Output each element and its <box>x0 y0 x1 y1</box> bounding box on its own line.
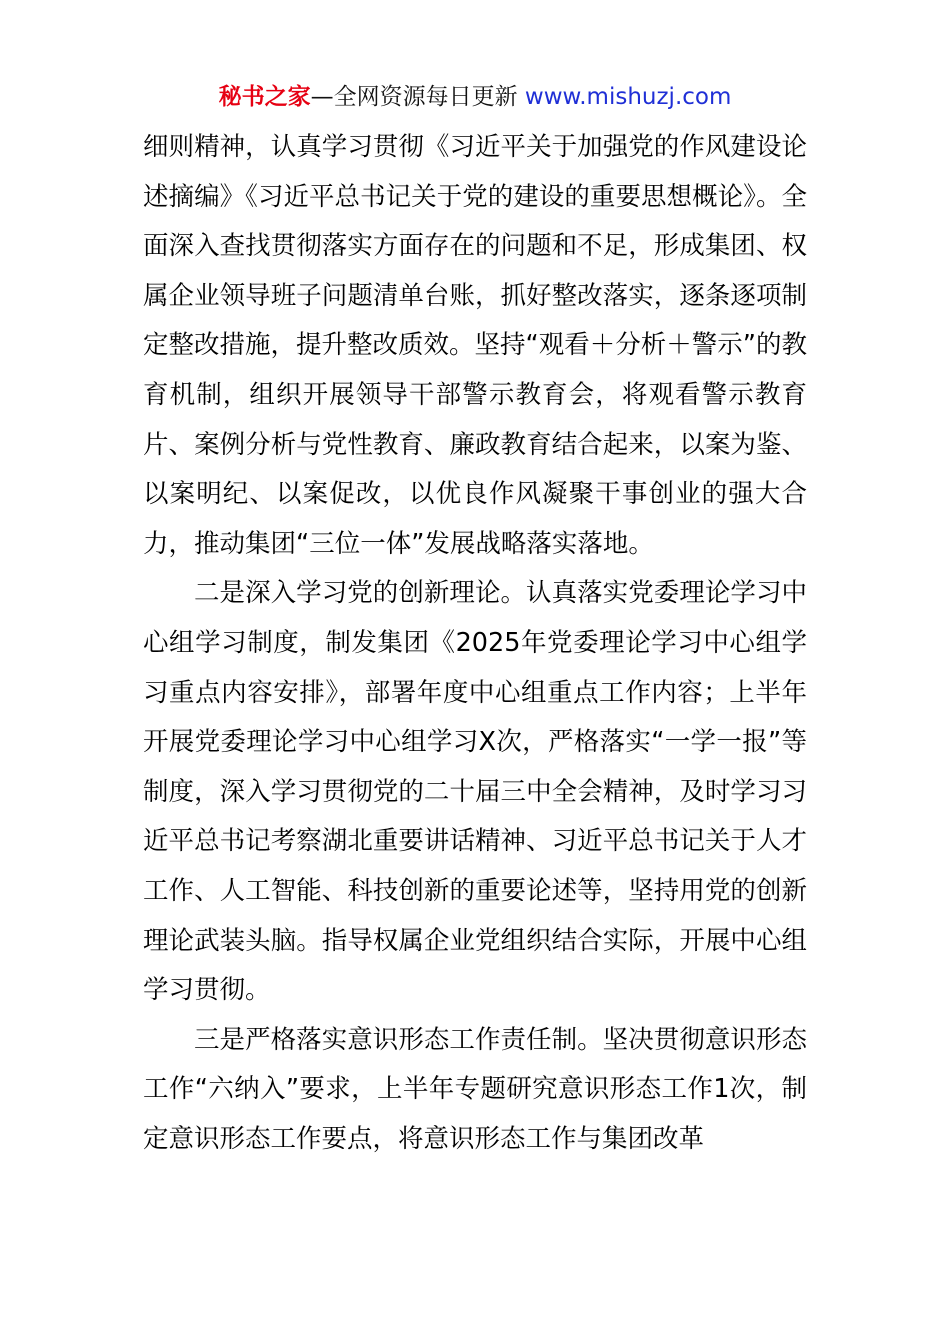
paragraph-continuation: 细则精神，认真学习贯彻《习近平关于加强党的作风建设论述摘编》《习近平总书记关于党的建设的重要思想概论》。全面深入查找贯彻落实方面存在的问题和不足，形成集团、权属企业领导班子问题清单台账，抓好整改落实，逐条逐项制定整改措施，提升整改质效。坚持“观看＋分析＋警示”的教育机制，组织开展领导干部警示教育会，将观看警示教育片、案例分析与党性教育、廉政教育结合起来，以案为鉴、以案明纪、以案促改，以优良作风凝聚干事创业的强大合力，推动集团“三位一体”发展战略落实落地。 <box>143 132 807 559</box>
site-tagline: —全网资源每日更新 <box>310 84 525 110</box>
paragraph-item-2: 二是深入学习党的创新理论。认真落实党委理论学习中心组学习制度，制发集团《2025年党委理论学习中心组学习重点内容安排》，部署年度中心组重点工作内容；上半年开展党委理论学习中心组学习X次，严格落实“一学一报”等制度，深入学习贯彻党的二十届三中全会精神，及时学习习近平总书记考察湖北重要讲话精神、习近平总书记关于人才工作、人工智能、科技创新的重要论述等，坚持用党的创新理论武装头脑。指导权属企业党组织结合实际，开展中心组学习贯彻。 <box>143 578 807 1006</box>
document-body <box>143 123 807 1164</box>
site-url-link[interactable]: www.mishuzj.com <box>524 84 732 110</box>
site-brand: 秘书之家 <box>218 84 311 110</box>
paragraph-item-3: 三是严格落实意识形态工作责任制。坚决贯彻意识形态工作“六纳入”要求，上半年专题研究意识形态工作1次，制定意识形态工作要点，将意识形态工作与集团改革 <box>143 1024 807 1154</box>
site-header <box>0 82 950 112</box>
